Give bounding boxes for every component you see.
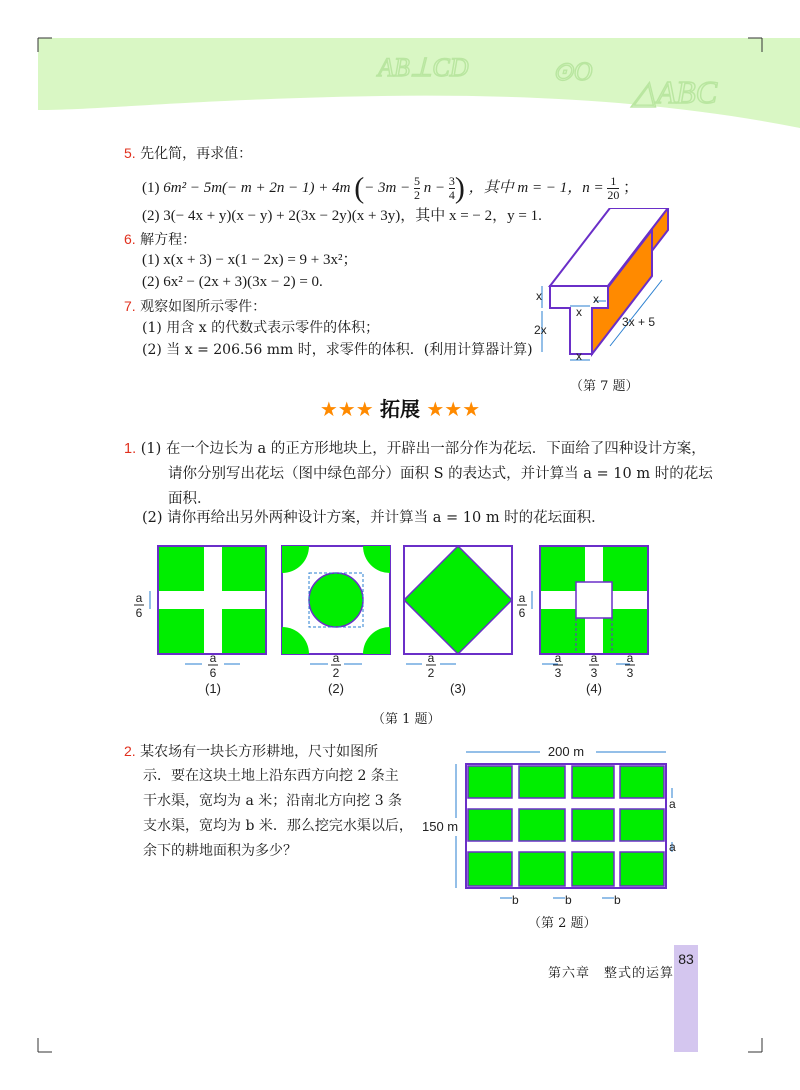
figure7-caption: （第 7 题） (570, 379, 639, 394)
q7-part2: (2) 当 x = 206.56 mm 时，求零件的体积．(利用计算器计算) (142, 342, 533, 358)
d2-bottom-den: 2 (332, 666, 340, 680)
ext2-number: 2. (124, 743, 136, 759)
q5-p2-tag: (2) (142, 208, 160, 224)
q5-frac3-den: 20 (607, 188, 620, 202)
q6-part1: (1) x(x + 3) − x(1 − 2x) = 9 + 3x²； (142, 252, 358, 268)
ext2-text-line3: 干水渠，宽均为 a 米；沿南北方向挖 3 条 (143, 793, 403, 809)
fig7-label-x-left: x (536, 289, 542, 303)
section-heading (0, 395, 800, 423)
d4-side-den: 6 (518, 606, 526, 620)
ext1-p1-line3: 面积． (168, 491, 212, 507)
q5-frac2-den: 4 (448, 188, 455, 202)
q5-frac1-num: 5 (414, 174, 421, 188)
d4-b3-num: a (626, 651, 634, 665)
ext2-line1 (124, 739, 378, 765)
ext1-p2: (2) 请你再给出另外两种设计方案，并计算当 a = 10 m 时的花坛面积． (142, 510, 606, 526)
d3-bottom-num: a (427, 651, 435, 665)
design-3 (404, 546, 512, 664)
q6-number: 6. (124, 231, 136, 247)
q5-p2-text: 3(− 4x + y)(x − y) + 2(3x − 2y)(x + 3y)，其中 x = − 2，y = 1. (163, 208, 542, 224)
figure2-farmland (420, 738, 690, 918)
ext1-p1-line1: (1) 在一个边长为 a 的正方形地块上，开辟出一部分作为花坛．下面给了四种设计方案， (140, 441, 706, 457)
q7-title-line (124, 296, 266, 317)
design-1 (150, 546, 266, 664)
fig7-label-x-bottom: x (576, 349, 582, 363)
figure1-caption: （第 1 题） (372, 712, 441, 727)
fig7-label-2x: 2x (534, 323, 547, 337)
d3-bottom-den: 2 (427, 666, 435, 680)
fig2-height-label: 150 m (422, 819, 459, 834)
q5-frac1-den: 2 (414, 188, 421, 202)
section-stars-left: ★★★ (319, 397, 374, 421)
q5-frac3-num: 1 (607, 175, 619, 189)
ext2-text-line4: 支水渠，宽均为 b 米．那么挖完水渠以后， (143, 818, 413, 834)
fig2-b2-label: b (565, 893, 572, 907)
d4-label: (4) (586, 681, 602, 696)
q6-title-line (124, 229, 196, 250)
header-deco-triangle: △ABC (632, 74, 718, 110)
figure1-designs (130, 540, 670, 700)
header-deco-circle: ⊙O (552, 57, 593, 86)
q5-p1-cond: ，其中 m = − 1，n = (468, 179, 604, 196)
q5-number: 5. (124, 145, 136, 161)
d3-label: (3) (450, 681, 466, 696)
d2-bottom-num: a (332, 651, 340, 665)
q5-p1-mid: − 3m − (364, 179, 411, 196)
fig7-label-x-b: x (593, 292, 599, 306)
q5-frac2-num: 3 (448, 174, 455, 188)
q7-part1: (1) 用含 x 的代数式表示零件的体积； (142, 320, 380, 336)
q6-part2: (2) 6x² − (2x + 3)(3x − 2) = 0. (142, 274, 323, 290)
d1-side-den: 6 (135, 606, 143, 620)
d4-side-num: a (518, 591, 526, 605)
q5-part2 (142, 206, 542, 226)
q5-part1: (1) 6m² − 5m(− m + 2n − 1) + 4m (− 3m − $\frac{5}{2}$ n − $\frac{3}{4}$ ) ，其中 m = − 1，n = $\frac{1}{20}$ ； (142, 171, 639, 205)
footer-chapter: 第六章 整式的运算 (548, 966, 675, 981)
design-2 (282, 546, 390, 664)
page-tab (674, 945, 698, 1052)
fig2-a1-label: a (669, 797, 676, 811)
q5-title-line (124, 143, 252, 164)
ext2-text-line5: 余下的耕地面积为多少？ (143, 843, 297, 859)
q5-p1-expr: 6m² − 5m(− m + 2n − 1) + 4m (163, 179, 351, 196)
d4-b1-den: 3 (554, 666, 562, 680)
q6-title: 解方程： (140, 232, 197, 248)
fig2-b3-label: b (614, 893, 621, 907)
d4-b2-num: a (590, 651, 598, 665)
q5-p1-mid2: n − (423, 179, 446, 196)
fig7-label-x-a: x (576, 305, 582, 319)
fig2-width-label: 200 m (547, 744, 585, 759)
ext1-number: 1. (124, 441, 137, 457)
section-stars-right: ★★★ (426, 397, 481, 421)
q5-p1-end: ； (623, 179, 639, 196)
d2-label: (2) (328, 681, 344, 696)
q7-title: 观察如图所示零件： (140, 299, 267, 315)
ext1-p1-line2: 请你分别写出花坛（图中绿色部分）面积 S 的表达式，并计算当 a = 10 m 时的花坛 (168, 466, 713, 482)
q7-number: 7. (124, 298, 136, 314)
d4-b2-den: 3 (590, 666, 598, 680)
figure7-part-diagram (530, 208, 690, 368)
ext1-line1 (124, 437, 706, 462)
design-4 (532, 546, 648, 664)
d4-b3-den: 3 (626, 666, 634, 680)
d1-bottom-den: 6 (209, 666, 217, 680)
section-title: 拓展 (380, 397, 420, 421)
q5-title: 先化简，再求值： (140, 146, 253, 162)
q5-p1-tag: (1) (142, 179, 160, 196)
d4-b1-num: a (554, 651, 562, 665)
d1-label: (1) (205, 681, 221, 696)
fig7-label-length: 3x + 5 (622, 315, 656, 329)
fig2-a2-label: a (669, 840, 676, 854)
d1-bottom-num: a (209, 651, 217, 665)
ext2-text-line1: 某农场有一块长方形耕地，尺寸如图所 (140, 744, 379, 760)
page-number: 83 (678, 951, 694, 967)
ext2-text-line2: 示．要在这块土地上沿东西方向挖 2 条主 (143, 768, 399, 784)
d1-side-num: a (135, 591, 143, 605)
figure2-caption: （第 2 题） (528, 916, 597, 931)
header-deco-perp: AB⊥CD (378, 53, 469, 82)
fig2-b1-label: b (512, 893, 519, 907)
